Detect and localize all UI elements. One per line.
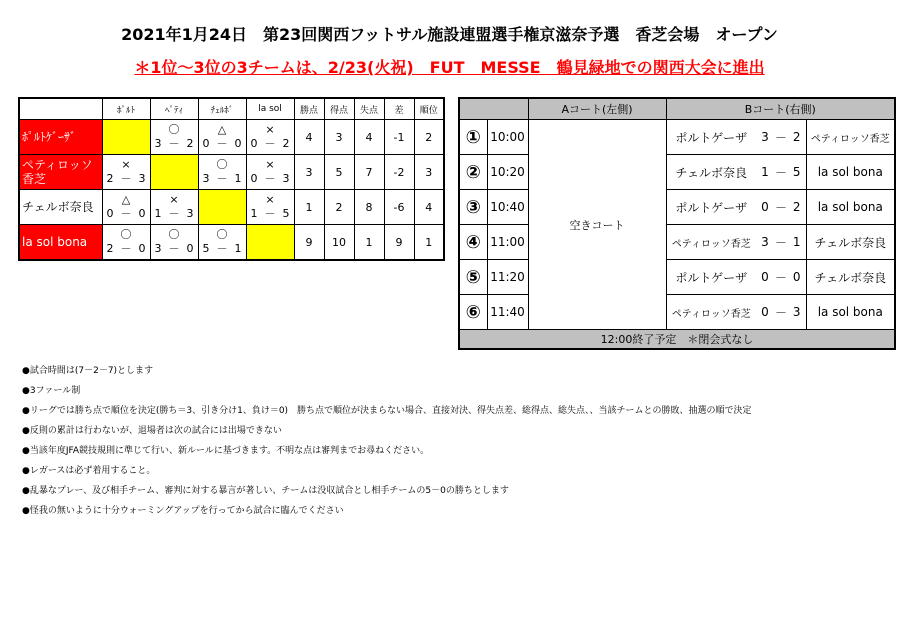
match-number: ②	[459, 155, 487, 190]
match-row	[459, 155, 895, 190]
home-team: ポルトゲーザ	[666, 260, 756, 295]
result-score: 1 － 3	[154, 207, 194, 220]
rule-item: ●乱暴なプレー、及び相手チーム、審判に対する暴言が著しい、チームは没収試合とし相手チームの5－0の勝ちとします	[22, 486, 509, 496]
match-time: 11:20	[487, 260, 528, 295]
league-points: 3	[294, 155, 324, 190]
league-row	[19, 155, 444, 190]
home-score: 3	[756, 225, 774, 260]
league-result-cell	[150, 225, 198, 261]
result-mark: ×	[265, 193, 275, 206]
league-team-name: ﾎﾟﾙﾄｹﾞｰｻﾞ	[19, 120, 102, 155]
league-self-cell	[150, 155, 198, 190]
result-score: 3 － 2	[154, 137, 194, 150]
score-separator: －	[774, 260, 788, 295]
rule-item: ●怪我の無いように十分ウォーミングアップを行ってから試合に臨んでください	[22, 506, 344, 516]
match-row	[459, 190, 895, 225]
league-goals-against: 7	[354, 155, 384, 190]
league-self-cell	[102, 120, 150, 155]
match-time: 10:00	[487, 120, 528, 155]
result-score: 2 － 0	[106, 242, 146, 255]
league-self-cell	[198, 190, 246, 225]
league-team-name: ペティロッソ香芝	[19, 155, 102, 190]
schedule-table	[458, 97, 896, 350]
league-header-cell: 勝点	[294, 98, 324, 120]
rule-item: ●試合時間は(7－2－7)とします	[22, 366, 154, 376]
league-goals-for: 5	[324, 155, 354, 190]
result-score: 3 － 0	[154, 242, 194, 255]
home-team: ポルトゲーザ	[666, 120, 756, 155]
league-goal-diff: -6	[384, 190, 414, 225]
result-score: 0 － 3	[250, 172, 290, 185]
away-team: la sol bona	[806, 190, 895, 225]
league-team-name: la sol bona	[19, 225, 102, 261]
match-row	[459, 260, 895, 295]
league-header-cell: 差	[384, 98, 414, 120]
league-goal-diff: 9	[384, 225, 414, 261]
league-rank: 4	[414, 190, 444, 225]
match-row	[459, 295, 895, 330]
match-number: ①	[459, 120, 487, 155]
match-number: ③	[459, 190, 487, 225]
away-team: チェルボ奈良	[806, 225, 895, 260]
result-score: 2 － 3	[106, 172, 146, 185]
away-score: 2	[788, 190, 806, 225]
away-score: 0	[788, 260, 806, 295]
home-team: チェルボ奈良	[666, 155, 756, 190]
match-row	[459, 225, 895, 260]
away-team: チェルボ奈良	[806, 260, 895, 295]
league-header-cell: 得点	[324, 98, 354, 120]
rule-item: ●レガースは必ず着用すること。	[22, 466, 156, 476]
score-separator: －	[774, 120, 788, 155]
league-header-cell: ﾎﾟﾙﾄ	[102, 98, 150, 120]
league-header-cell: ﾁｪﾙﾎﾞ	[198, 98, 246, 120]
league-team-name: チェルボ奈良	[19, 190, 102, 225]
score-separator: －	[774, 190, 788, 225]
away-score: 2	[788, 120, 806, 155]
away-score: 3	[788, 295, 806, 330]
schedule-footer: 12:00終了予定 ＊閉会式なし	[459, 330, 895, 350]
empty-court-cell: 空きコート	[528, 120, 666, 330]
league-goals-against: 1	[354, 225, 384, 261]
league-self-cell	[246, 225, 294, 261]
page-subtitle: ＊1位～3位の3チームは、2/23(火祝) FUT MESSE 鶴見緑地での関西大会に進出	[134, 58, 765, 77]
away-team: la sol bona	[806, 155, 895, 190]
rule-item: ●当該年度JFA競技規則に準じて行い、新ルールに基づきます。不明な点は審判までお尋ねください。	[22, 446, 430, 456]
result-score: 5 － 1	[202, 242, 242, 255]
league-result-cell	[150, 120, 198, 155]
home-team: ペティロッソ香芝	[666, 295, 756, 330]
league-corner-cell	[19, 98, 102, 120]
court-a-header: Aコート(左側)	[528, 98, 666, 120]
schedule-corner-cell	[459, 98, 528, 120]
match-time: 11:00	[487, 225, 528, 260]
score-separator: －	[774, 295, 788, 330]
result-mark: △	[121, 193, 131, 206]
schedule-header-row	[459, 98, 895, 120]
league-header-cell: 順位	[414, 98, 444, 120]
league-result-cell	[102, 190, 150, 225]
league-goals-for: 3	[324, 120, 354, 155]
rule-item: ●反則の累計は行わないが、退場者は次の試合には出場できない	[22, 426, 282, 436]
rule-item: ●3ファール制	[22, 386, 81, 396]
league-result-cell	[198, 155, 246, 190]
away-score: 1	[788, 225, 806, 260]
rule-item: ●リーグでは勝ち点で順位を決定(勝ち＝3、引き分け1、負け＝0) 勝ち点で順位が決まらない場合、直接対決、得失点差、総得点、総失点、、当該チームとの勝敗、抽選の順で決定	[22, 406, 752, 416]
result-mark: 〇	[120, 228, 132, 241]
match-time: 11:40	[487, 295, 528, 330]
match-time: 10:20	[487, 155, 528, 190]
home-score: 1	[756, 155, 774, 190]
league-result-cell	[150, 190, 198, 225]
league-result-cell	[102, 155, 150, 190]
away-team: ペティロッソ香芝	[806, 120, 895, 155]
league-result-cell	[246, 155, 294, 190]
league-result-cell	[102, 225, 150, 261]
score-separator: －	[774, 155, 788, 190]
home-team: ポルトゲーザ	[666, 190, 756, 225]
league-result-cell	[198, 120, 246, 155]
league-goals-for: 10	[324, 225, 354, 261]
league-goals-against: 4	[354, 120, 384, 155]
result-mark: 〇	[168, 123, 180, 136]
match-number: ④	[459, 225, 487, 260]
league-header-cell: 失点	[354, 98, 384, 120]
court-b-header: Bコート(右側)	[666, 98, 895, 120]
home-score: 0	[756, 260, 774, 295]
league-points: 1	[294, 190, 324, 225]
home-score: 0	[756, 295, 774, 330]
result-mark: △	[217, 123, 227, 136]
league-rank: 1	[414, 225, 444, 261]
league-row	[19, 225, 444, 261]
match-time: 10:40	[487, 190, 528, 225]
result-mark: ×	[265, 123, 275, 136]
result-mark: ×	[265, 158, 275, 171]
result-mark: 〇	[216, 228, 228, 241]
league-row	[19, 190, 444, 225]
result-mark: ×	[169, 193, 179, 206]
league-result-cell	[198, 225, 246, 261]
result-score: 3 － 1	[202, 172, 242, 185]
page-title: 2021年1月24日 第23回関西フットサル施設連盟選手権京滋奈予選 香芝会場 オープン	[121, 25, 778, 44]
result-score: 1 － 5	[250, 207, 290, 220]
rules-list	[22, 361, 752, 521]
away-team: la sol bona	[806, 295, 895, 330]
league-result-cell	[246, 120, 294, 155]
league-goals-for: 2	[324, 190, 354, 225]
league-row	[19, 120, 444, 155]
home-team: ペティロッソ香芝	[666, 225, 756, 260]
result-mark: 〇	[216, 158, 228, 171]
league-points: 4	[294, 120, 324, 155]
result-score: 0 － 0	[106, 207, 146, 220]
match-number: ⑤	[459, 260, 487, 295]
match-row	[459, 120, 895, 155]
league-header-cell: la sol	[246, 98, 294, 120]
league-goal-diff: -1	[384, 120, 414, 155]
league-table	[18, 97, 445, 261]
score-separator: －	[774, 225, 788, 260]
result-score: 0 － 2	[250, 137, 290, 150]
home-score: 0	[756, 190, 774, 225]
league-points: 9	[294, 225, 324, 261]
league-goal-diff: -2	[384, 155, 414, 190]
home-score: 3	[756, 120, 774, 155]
league-goals-against: 8	[354, 190, 384, 225]
league-rank: 2	[414, 120, 444, 155]
league-header-cell: ﾍﾟﾃｨ	[150, 98, 198, 120]
result-score: 0 － 0	[202, 137, 242, 150]
league-rank: 3	[414, 155, 444, 190]
away-score: 5	[788, 155, 806, 190]
result-mark: ×	[121, 158, 131, 171]
league-header-row	[19, 98, 444, 120]
league-result-cell	[246, 190, 294, 225]
match-number: ⑥	[459, 295, 487, 330]
schedule-footer-row	[459, 330, 895, 350]
result-mark: 〇	[168, 228, 180, 241]
